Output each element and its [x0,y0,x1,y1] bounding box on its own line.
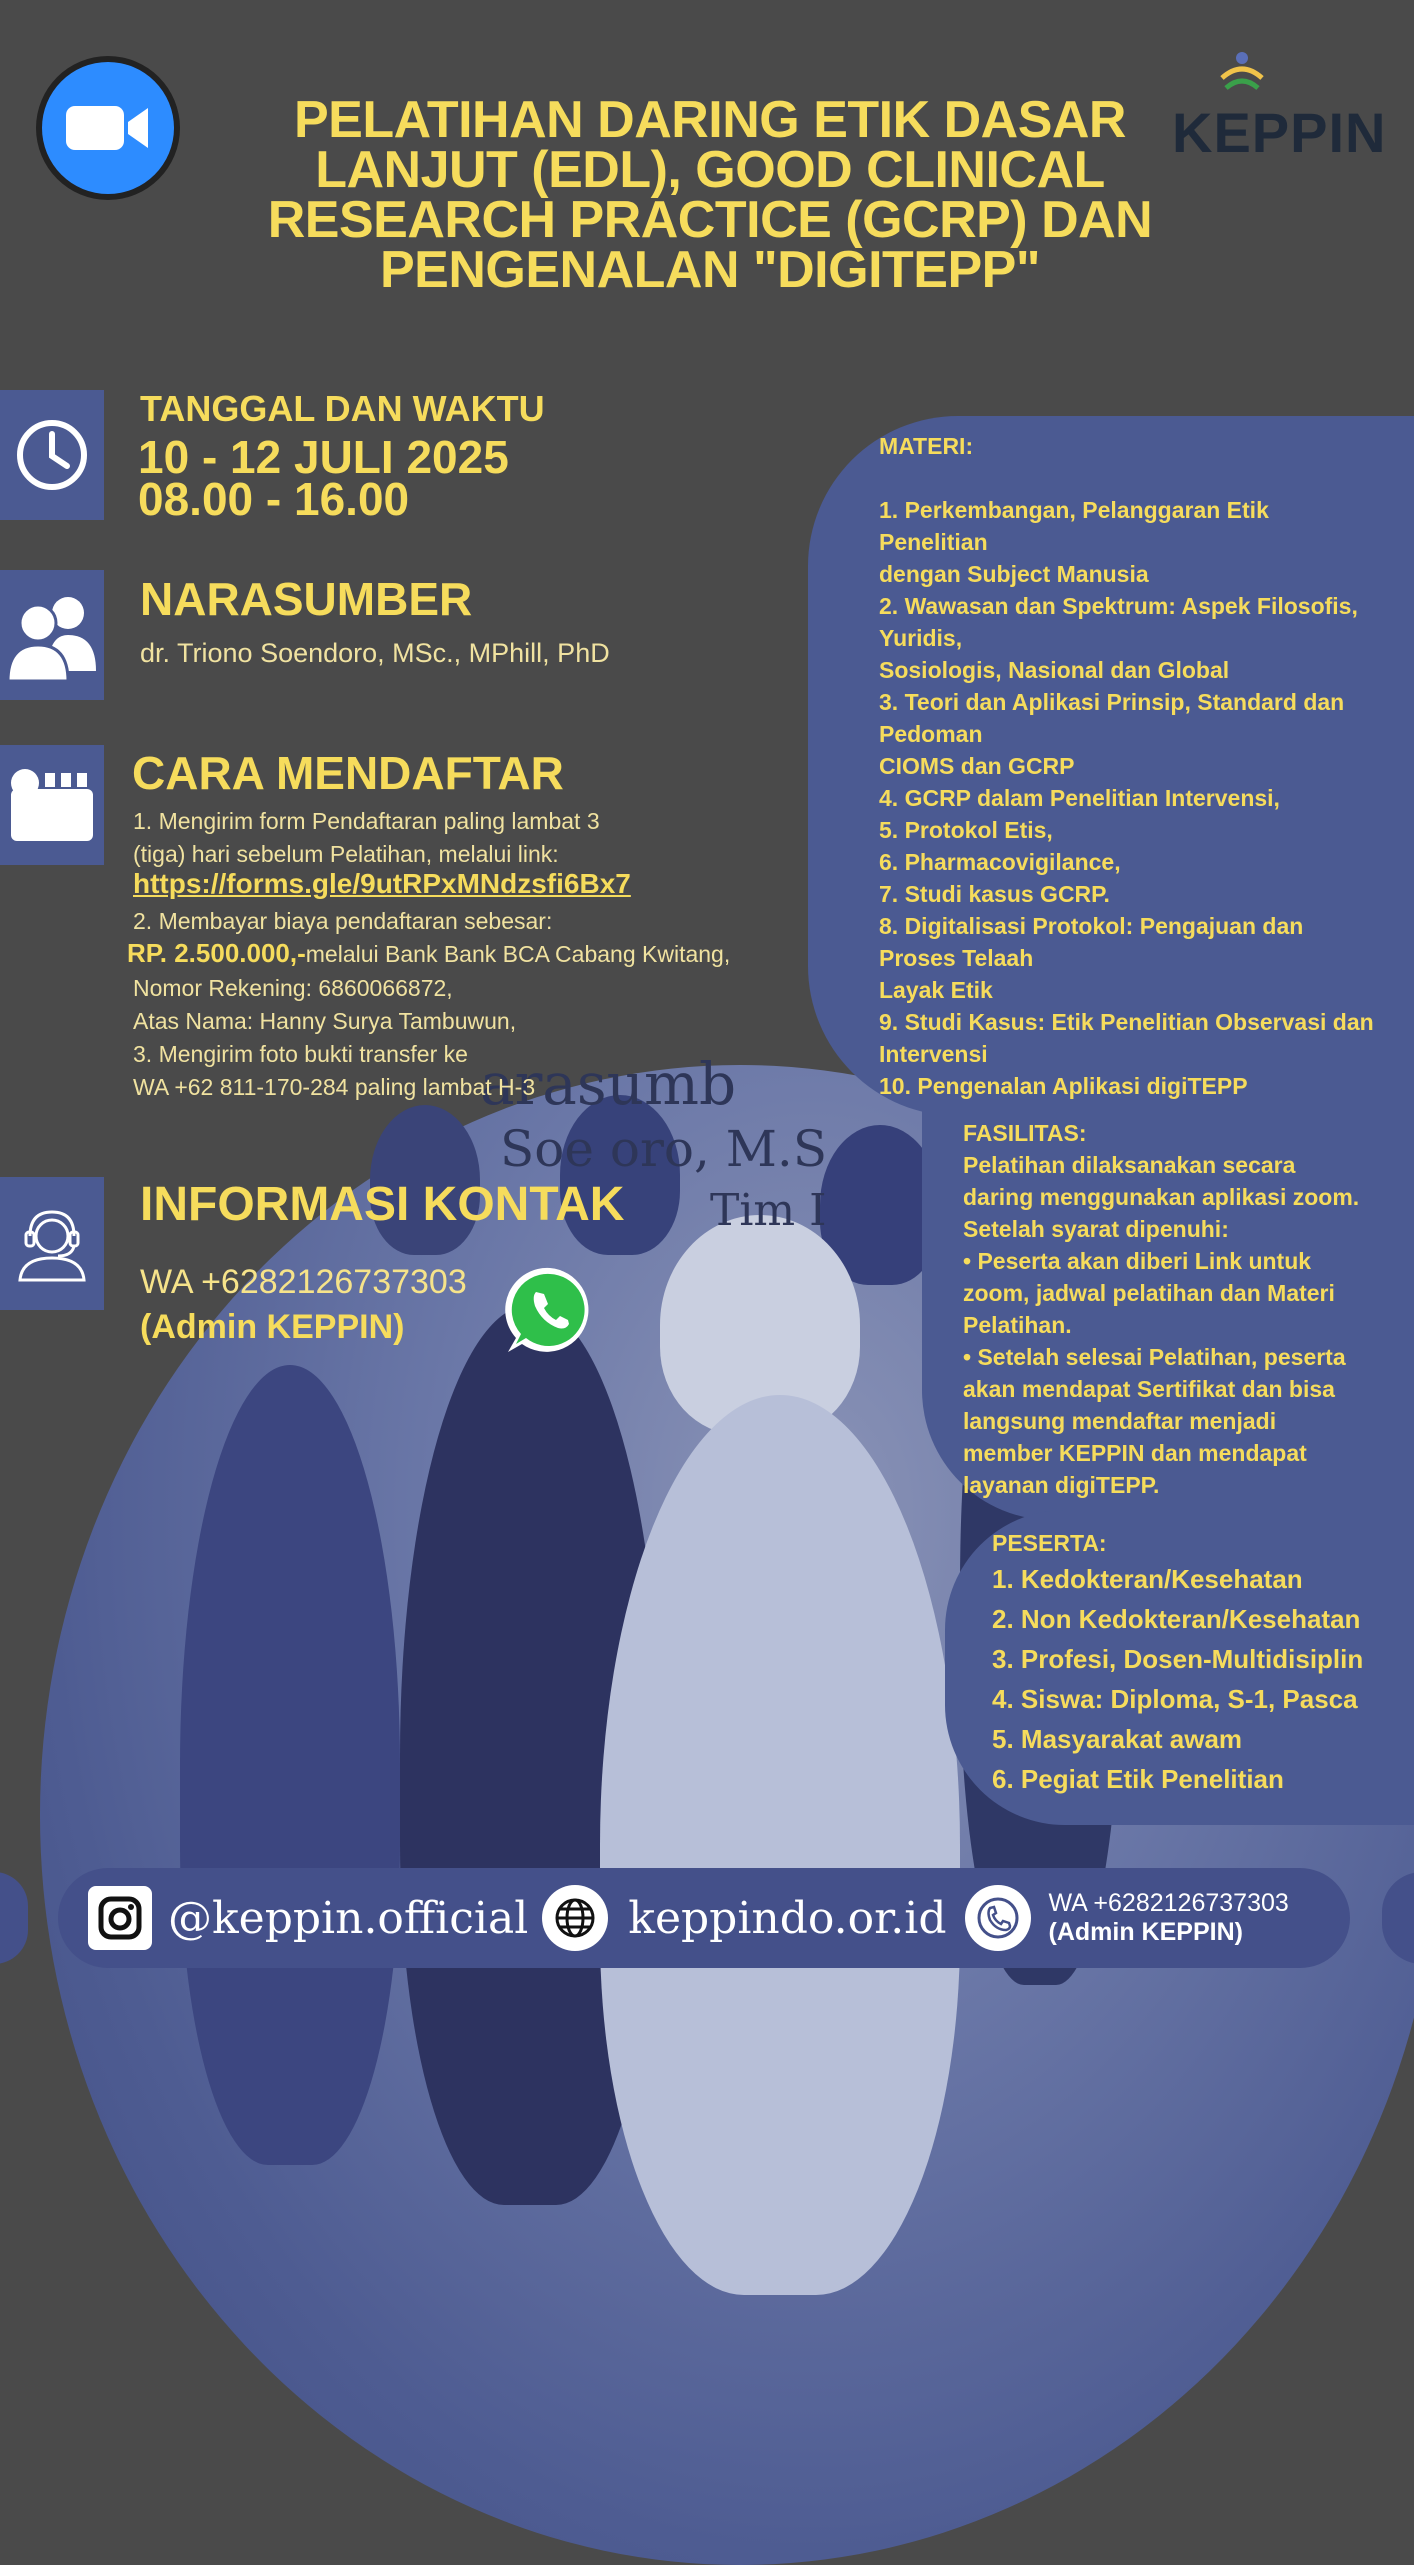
support-tab [0,1177,104,1310]
clapperboard-icon [9,767,95,843]
materi-item: 8. Digitalisasi Protokol: Pengajuan dan [879,913,1304,939]
peserta-item: 4. Siswa: Diploma, S-1, Pasca [992,1684,1358,1714]
materi-item: 2. Wawasan dan Spektrum: Aspek Filosofis, [879,593,1358,619]
registration-bank: melalui Bank Bank BCA Cabang Kwitang, [305,941,731,967]
fasilitas-line: akan mendapat Sertifikat dan bisa [963,1376,1335,1402]
materi-item: Penelitian [879,529,988,555]
keppin-emblem-icon [1212,48,1272,108]
materi-item: 4. GCRP dalam Penelitian Intervensi, [879,785,1280,811]
clapper-tab [0,745,104,865]
footer-contact [1049,1889,1289,1947]
speaker-name: dr. Triono Soendoro, MSc., MPhill, PhD [140,638,610,668]
clock-tab [0,390,104,520]
contact-admin: (Admin KEPPIN) [140,1308,405,1346]
materi-item: dengan Subject Manusia [879,561,1149,587]
fasilitas-line: zoom, jadwal pelatihan dan Materi [963,1280,1335,1306]
fasilitas-line: layanan digiTEPP. [963,1472,1160,1498]
footer-bar [58,1868,1350,1968]
footer-left-nub [0,1872,28,1964]
materi-item: Pedoman [879,721,983,747]
fasilitas-section [963,1117,1413,1501]
zoom-logo [36,56,180,200]
registration-account: Nomor Rekening: 6860066872, [133,975,453,1001]
materi-item: 10. Pengenalan Aplikasi digiTEPP [879,1073,1248,1099]
schedule-time: 08.00 - 16.00 [138,473,410,525]
registration-fee-line [127,938,730,971]
footer-wa-admin: (Admin KEPPIN) [1048,1918,1243,1946]
materi-item: 9. Studi Kasus: Etik Penelitian Observasi dan [879,1009,1374,1035]
peserta-item: 2. Non Kedokteran/Kesehatan [992,1604,1361,1634]
people-tab [0,570,104,700]
page-title: PELATIHAN DARING ETIK DASAR LANJUT (EDL), GOOD CLINICAL RESEARCH PRACTICE (GCRP) DAN PENGENALAN "DIGITEPP" [267,91,1153,299]
fasilitas-line: member KEPPIN dan mendapat [963,1440,1307,1466]
peserta-section [992,1527,1412,1799]
materi-section [879,430,1409,1102]
materi-item: Layak Etik [879,977,993,1003]
fasilitas-line: langsung mendaftar menjadi [963,1408,1277,1434]
materi-item: 1. Perkembangan, Pelanggaran Etik [879,497,1269,523]
fasilitas-line: Pelatihan. [963,1312,1072,1338]
headset-support-icon [12,1204,92,1284]
website-link[interactable]: keppindo.or.id [628,1892,947,1944]
fasilitas-line: daring menggunakan aplikasi zoom. [963,1184,1360,1210]
materi-item: Yuridis, [879,625,963,651]
registration-step1-line1: 1. Mengirim form Pendaftaran paling lambat 3 [133,808,600,834]
materi-item: Sosiologis, Nasional dan Global [879,657,1230,683]
materi-item: Intervensi [879,1041,988,1067]
schedule-date: 10 - 12 JULI 2025 [138,431,509,483]
peserta-item: 1. Kedokteran/Kesehatan [992,1564,1303,1594]
fasilitas-line: Setelah syarat dipenuhi: [963,1216,1229,1242]
video-camera-icon [62,100,154,156]
people-icon [4,587,100,683]
registration-step3-line2: WA +62 811-170-284 paling lambat H-3 [133,1074,536,1100]
materi-list [879,494,1409,1102]
fasilitas-line: • Setelah selesai Pelatihan, peserta [963,1344,1346,1370]
contact-phone[interactable]: WA +6282126737303 [140,1263,467,1301]
photo-banner-text-3: Tim I [710,1185,827,1236]
peserta-item: 6. Pegiat Etik Penelitian [992,1764,1284,1794]
keppin-logo [1172,48,1392,168]
schedule-label: TANGGAL DAN WAKTU [140,388,545,429]
registration-label: CARA MENDAFTAR [132,747,564,799]
fasilitas-line: Pelatihan dilaksanakan secara [963,1152,1296,1178]
peserta-label: PESERTA: [992,1530,1107,1556]
keppin-logo-text: KEPPIN [1172,101,1387,164]
registration-step2: 2. Membayar biaya pendaftaran sebesar: [133,908,553,934]
registration-step1-line2: (tiga) hari sebelum Pelatihan, melalui link: [133,841,559,867]
materi-label: MATERI: [879,433,974,459]
registration-step3-line1: 3. Mengirim foto bukti transfer ke [133,1041,468,1067]
photo-banner-text-2: Soe oro, M.S [500,1120,828,1178]
fasilitas-label: FASILITAS: [963,1120,1087,1146]
registration-form-link[interactable]: https://forms.gle/9utRPxMNdzsfi6Bx7 [133,868,631,899]
registration-fee: RP. 2.500.000,- [127,938,306,968]
whatsapp-icon[interactable] [502,1262,598,1363]
materi-item: CIOMS dan GCRP [879,753,1075,779]
photo-banner-text-1: arasumb [480,1050,737,1118]
peserta-item: 5. Masyarakat awam [992,1724,1243,1754]
contact-label: INFORMASI KONTAK [140,1178,625,1231]
footer-wa-phone[interactable]: WA +6282126737303 [1048,1889,1289,1917]
registration-account-name: Atas Nama: Hanny Surya Tambuwun, [133,1008,517,1034]
fasilitas-line: • Peserta akan diberi Link untuk [963,1248,1312,1274]
instagram-handle[interactable]: @keppin.official [168,1892,529,1944]
instagram-icon[interactable] [88,1886,152,1950]
materi-item: 6. Pharmacovigilance, [879,849,1121,875]
globe-icon [542,1885,608,1951]
materi-item: 5. Protokol Etis, [879,817,1053,843]
phone-icon [965,1885,1031,1951]
clock-icon [15,418,89,492]
materi-item: 3. Teori dan Aplikasi Prinsip, Standard dan [879,689,1345,715]
materi-item: 7. Studi kasus GCRP. [879,881,1110,907]
speaker-label: NARASUMBER [140,573,473,625]
materi-item: Proses Telaah [879,945,1034,971]
peserta-item: 3. Profesi, Dosen-Multidisiplin [992,1644,1364,1674]
